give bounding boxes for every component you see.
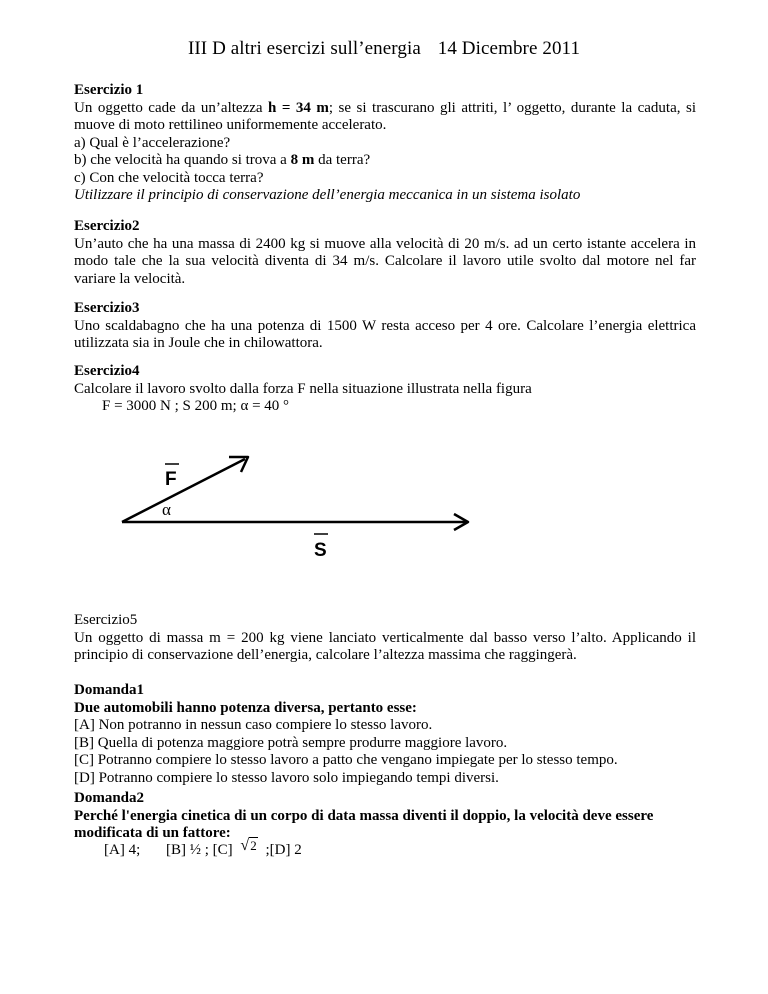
exercise-4-params: F = 3000 N ; S 200 m; α = 40 ° — [102, 398, 290, 414]
exercise-5-heading: Esercizio5 — [74, 612, 138, 628]
exercise-1-hint: Utilizzare il principio di conservazione dell’energia meccanica in un sistema isolato — [74, 187, 581, 203]
question-1-heading: Domanda1 — [74, 682, 145, 698]
exercise-5 — [74, 612, 696, 665]
exercise-1-question-b-b: da terra? — [314, 152, 371, 168]
angle-label: α — [162, 500, 171, 519]
exercise-2 — [74, 218, 696, 288]
exercise-3 — [74, 300, 696, 353]
exercise-1-height: h = 34 m — [268, 99, 329, 116]
exercise-1-heading: Esercizio 1 — [74, 82, 144, 98]
question-2-option-b-c: [B] ½ ; [C] — [166, 842, 233, 858]
question-2-options — [104, 837, 302, 859]
force-label: F — [165, 469, 177, 490]
title-text: III D altri esercizi sull’energia — [187, 38, 421, 59]
exercise-1-text-b: ; se si trascurano gli attriti, l’ oggetto, durante la caduta, si muove di moto rettilineo uniformemente accelerato. — [74, 99, 696, 133]
exercise-1-question-b — [74, 152, 696, 170]
question-1-option-a: [A] Non potranno in nessun caso compiere lo stesso lavoro. — [74, 717, 433, 733]
exercise-2-heading: Esercizio2 — [74, 218, 140, 234]
displacement-label: S — [314, 540, 327, 561]
exercise-4-text: Calcolare il lavoro svolto dalla forza F nella situazione illustrata nella figura — [74, 380, 532, 397]
exercise-1-question-c: c) Con che velocità tocca terra? — [74, 169, 264, 186]
question-1-option-d: [D] Potranno compiere lo stesso lavoro solo impiegando tempi diversi. — [74, 769, 499, 786]
question-2 — [74, 790, 696, 843]
question-2-text: Perché l'energia cinetica di un corpo di data massa diventi il doppio, la velocità deve essere modificata di un fattore: — [74, 807, 654, 841]
square-root-expression — [240, 837, 257, 855]
exercise-1-distance: 8 m — [290, 152, 315, 168]
force-vector — [122, 459, 245, 522]
page-title — [0, 38, 768, 60]
question-1 — [74, 682, 696, 787]
question-2-option-d: ;[D] 2 — [265, 842, 302, 858]
question-2-option-a: [A] 4; — [104, 842, 141, 858]
force-diagram — [118, 450, 478, 565]
sqrt-value: 2 — [250, 838, 257, 853]
radical-sign: √ — [240, 837, 250, 854]
exercise-2-text: Un’auto che ha una massa di 2400 kg si muove alla velocità di 20 m/s. ad un certo istante accelera in modo tale che la sua velocità diventa di 34 m/s. Calcolare il lavoro utile svolto dal motore nel far variare la velocità. — [74, 235, 696, 287]
exercise-1 — [74, 82, 696, 205]
question-1-option-b: [B] Quella di potenza maggiore potrà sempre produrre maggiore lavoro. — [74, 734, 508, 751]
question-2-heading: Domanda2 — [74, 790, 145, 806]
exercise-3-heading: Esercizio3 — [74, 300, 140, 316]
question-1-option-c: [C] Potranno compiere lo stesso lavoro a patto che vengano impiegate per lo stesso tempo. — [74, 752, 618, 768]
title-date: 14 Dicembre 2011 — [437, 38, 581, 59]
exercise-5-text: Un oggetto di massa m = 200 kg viene lanciato verticalmente dal basso verso l’alto. Applicando il principio di conservazione dell’energia, calcolare l’altezza massima che raggingerà. — [74, 629, 696, 663]
exercise-4-heading: Esercizio4 — [74, 363, 140, 379]
exercise-1-question-b-a: b) che velocità ha quando si trova a — [74, 152, 291, 168]
question-1-text: Due automobili hanno potenza diversa, pertanto esse: — [74, 699, 417, 716]
exercise-4 — [74, 363, 696, 416]
exercise-1-text-a: Un oggetto cade da un’altezza — [74, 99, 269, 116]
exercise-1-question-a: a) Qual è l’accelerazione? — [74, 134, 231, 151]
exercise-1-text — [74, 100, 696, 135]
exercise-3-text: Uno scaldabagno che ha una potenza di 1500 W resta acceso per 4 ore. Calcolare l’energia elettrica utilizzata sia in Joule che in chilowattora. — [74, 317, 696, 351]
